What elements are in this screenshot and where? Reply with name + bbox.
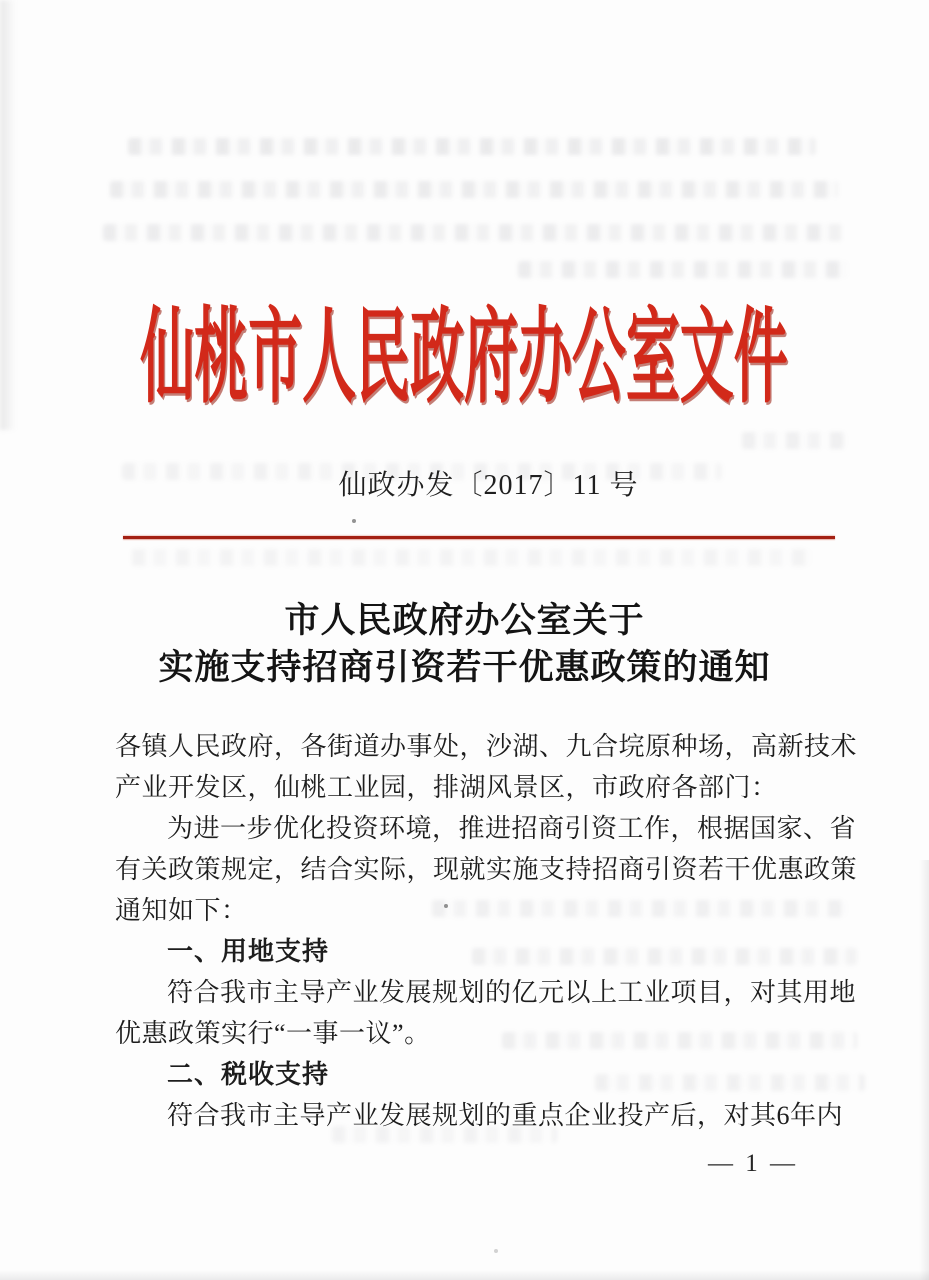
document-title-line-1: 市人民政府办公室关于 [284, 601, 645, 640]
document-title [0, 597, 929, 691]
page-number: — 1 — [708, 1150, 798, 1177]
bleed-through-smudge [132, 549, 812, 566]
scan-edge-shadow-right [919, 860, 929, 1280]
body-line-intro-3: 通知如下： [115, 896, 248, 925]
document-number: 仙政办发〔2017〕11 号 [338, 470, 639, 501]
body-line-land-1: 符合我市主导产业发展规划的亿元以上工业项目，对其用地 [167, 978, 857, 1007]
bleed-through-smudge [128, 138, 816, 155]
document-title-line-2: 实施支持招商引资若干优惠政策的通知 [158, 648, 771, 687]
body-line-intro-2: 有关政策规定，结合实际，现就实施支持招商引资若干优惠政策 [115, 855, 858, 884]
scan-speck [494, 1249, 498, 1253]
section-heading-land-support: 一、用地支持 [167, 936, 330, 966]
body-line-tax-1: 符合我市主导产业发展规划的重点企业投产后，对其6年内 [167, 1101, 844, 1130]
bleed-through-smudge [742, 432, 847, 449]
scan-speck [352, 519, 356, 523]
section-heading-tax-support: 二、税收支持 [167, 1059, 330, 1089]
body-line-addressees-2: 产业开发区，仙桃工业园，排湖风景区，市政府各部门： [115, 773, 778, 802]
document-body [115, 726, 858, 1136]
letterhead-title: 仙桃市人民政府办公室文件 [140, 299, 789, 416]
red-letterhead [0, 289, 929, 416]
body-line-intro-1: 为进一步优化投资环境，推进招商引资工作，根据国家、省 [167, 814, 857, 843]
bleed-through-smudge [103, 224, 843, 241]
red-divider-line [123, 536, 835, 539]
bleed-through-smudge [110, 181, 838, 198]
body-line-addressees-1: 各镇人民政府，各街道办事处，沙湖、九合垸原种场，高新技术 [115, 732, 858, 761]
scan-edge-shadow-bottom [0, 1270, 929, 1280]
body-line-land-2: 优惠政策实行“一事一议”。 [115, 1019, 431, 1048]
